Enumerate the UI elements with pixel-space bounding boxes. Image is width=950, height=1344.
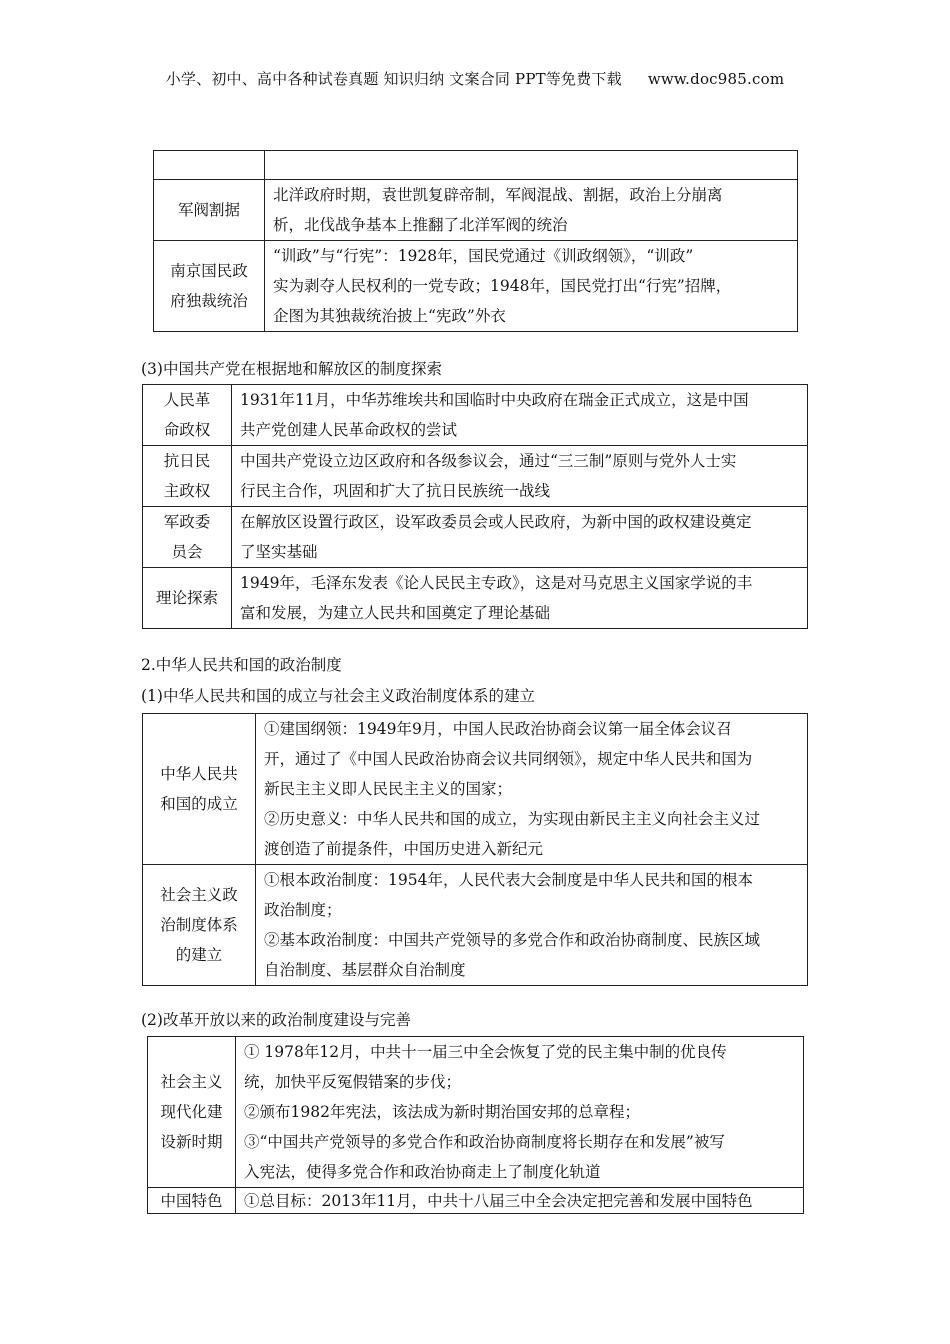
table-row bbox=[143, 446, 808, 507]
row-key: 中华人民共 和国的成立 bbox=[143, 714, 256, 865]
header-text: 小学、初中、高中各种试卷真题 知识归纳 文案合同 PPT等免费下载 bbox=[165, 70, 622, 88]
row-key: 社会主义政 治制度体系 的建立 bbox=[143, 865, 256, 986]
table-row bbox=[143, 568, 808, 629]
table-row bbox=[148, 1188, 804, 1214]
row-content: ①建国纲领：1949年9月，中国人民政治协商会议第一届全体会议召 开，通过了《中国人民政治协商会议共同纲领》，规定中华人民共和国为 新民主主义即人民民主主义的国家； ②历史意义：中华人民共和国的成立，为实现由新民主主义向社会主义过 渡创造了前提条件，中国历史进入新纪元 bbox=[256, 714, 808, 865]
row-key: 军政委 员会 bbox=[143, 507, 232, 568]
table-row bbox=[154, 180, 798, 241]
heading-2-2: (2)改革开放以来的政治制度建设与完善 bbox=[141, 1011, 411, 1029]
table-prc-founding bbox=[142, 713, 808, 986]
table-row bbox=[143, 507, 808, 568]
heading-3: (3)中国共产党在根据地和解放区的制度探索 bbox=[141, 360, 442, 378]
row-key: 人民革 命政权 bbox=[143, 385, 232, 446]
row-content: 在解放区设置行政区，设军政委员会或人民政府，为新中国的政权建设奠定 了坚实基础 bbox=[232, 507, 808, 568]
table-reform-era bbox=[147, 1036, 804, 1214]
page-header bbox=[0, 68, 950, 89]
row-key: 社会主义 现代化建 设新时期 bbox=[148, 1037, 236, 1188]
table-row bbox=[143, 714, 808, 865]
table-row bbox=[143, 385, 808, 446]
row-content: ①根本政治制度：1954年，人民代表大会制度是中华人民共和国的根本 政治制度； ②基本政治制度：中国共产党领导的多党合作和政治协商制度、民族区域 自治制度、基层群众自治制度 bbox=[256, 865, 808, 986]
row-content: 1949年，毛泽东发表《论人民民主专政》，这是对马克思主义国家学说的丰 富和发展，为建立人民共和国奠定了理论基础 bbox=[232, 568, 808, 629]
row-content: ① 1978年12月，中共十一届三中全会恢复了党的民主集中制的优良传 统，加快平反冤假错案的步伐； ②颁布1982年宪法，该法成为新时期治国安邦的总章程； ③“中国共产党领导的多党合作和政治协商制度将长期存在和发展”被写 入宪法，使得多党合作和政治协商走上了制度化轨道 bbox=[236, 1037, 804, 1188]
table-cell-empty bbox=[154, 151, 265, 180]
header-site: www.doc985.com bbox=[647, 70, 785, 88]
table-row bbox=[154, 241, 798, 332]
row-content: ①总目标：2013年11月，中共十八届三中全会决定把完善和发展中国特色 bbox=[236, 1188, 804, 1214]
row-key: 理论探索 bbox=[143, 568, 232, 629]
row-key: 军阀割据 bbox=[154, 180, 265, 241]
table-row bbox=[148, 1037, 804, 1188]
table-warlords-nanjing bbox=[153, 150, 798, 332]
table-row bbox=[143, 865, 808, 986]
row-key: 中国特色 bbox=[148, 1188, 236, 1214]
row-content: 北洋政府时期，袁世凯复辟帝制，军阀混战、割据，政治上分崩离 析，北伐战争基本上推翻了北洋军阀的统治 bbox=[265, 180, 798, 241]
row-content: 中国共产党设立边区政府和各级参议会，通过“三三制”原则与党外人士实 行民主合作，巩固和扩大了抗日民族统一战线 bbox=[232, 446, 808, 507]
heading-2-1: (1)中华人民共和国的成立与社会主义政治制度体系的建立 bbox=[141, 687, 535, 705]
heading-2: 2.中华人民共和国的政治制度 bbox=[141, 656, 342, 674]
table-cpc-exploration bbox=[142, 384, 808, 629]
table-cell-empty bbox=[265, 151, 798, 180]
row-key: 抗日民 主政权 bbox=[143, 446, 232, 507]
row-content: 1931年11月，中华苏维埃共和国临时中央政府在瑞金正式成立，这是中国 共产党创建人民革命政权的尝试 bbox=[232, 385, 808, 446]
row-key: 南京国民政 府独裁统治 bbox=[154, 241, 265, 332]
table-row bbox=[154, 151, 798, 180]
row-content: “训政”与“行宪”：1928年，国民党通过《训政纲领》，“训政” 实为剥夺人民权利的一党专政；1948年，国民党打出“行宪”招牌， 企图为其独裁统治披上“宪政”外衣 bbox=[265, 241, 798, 332]
